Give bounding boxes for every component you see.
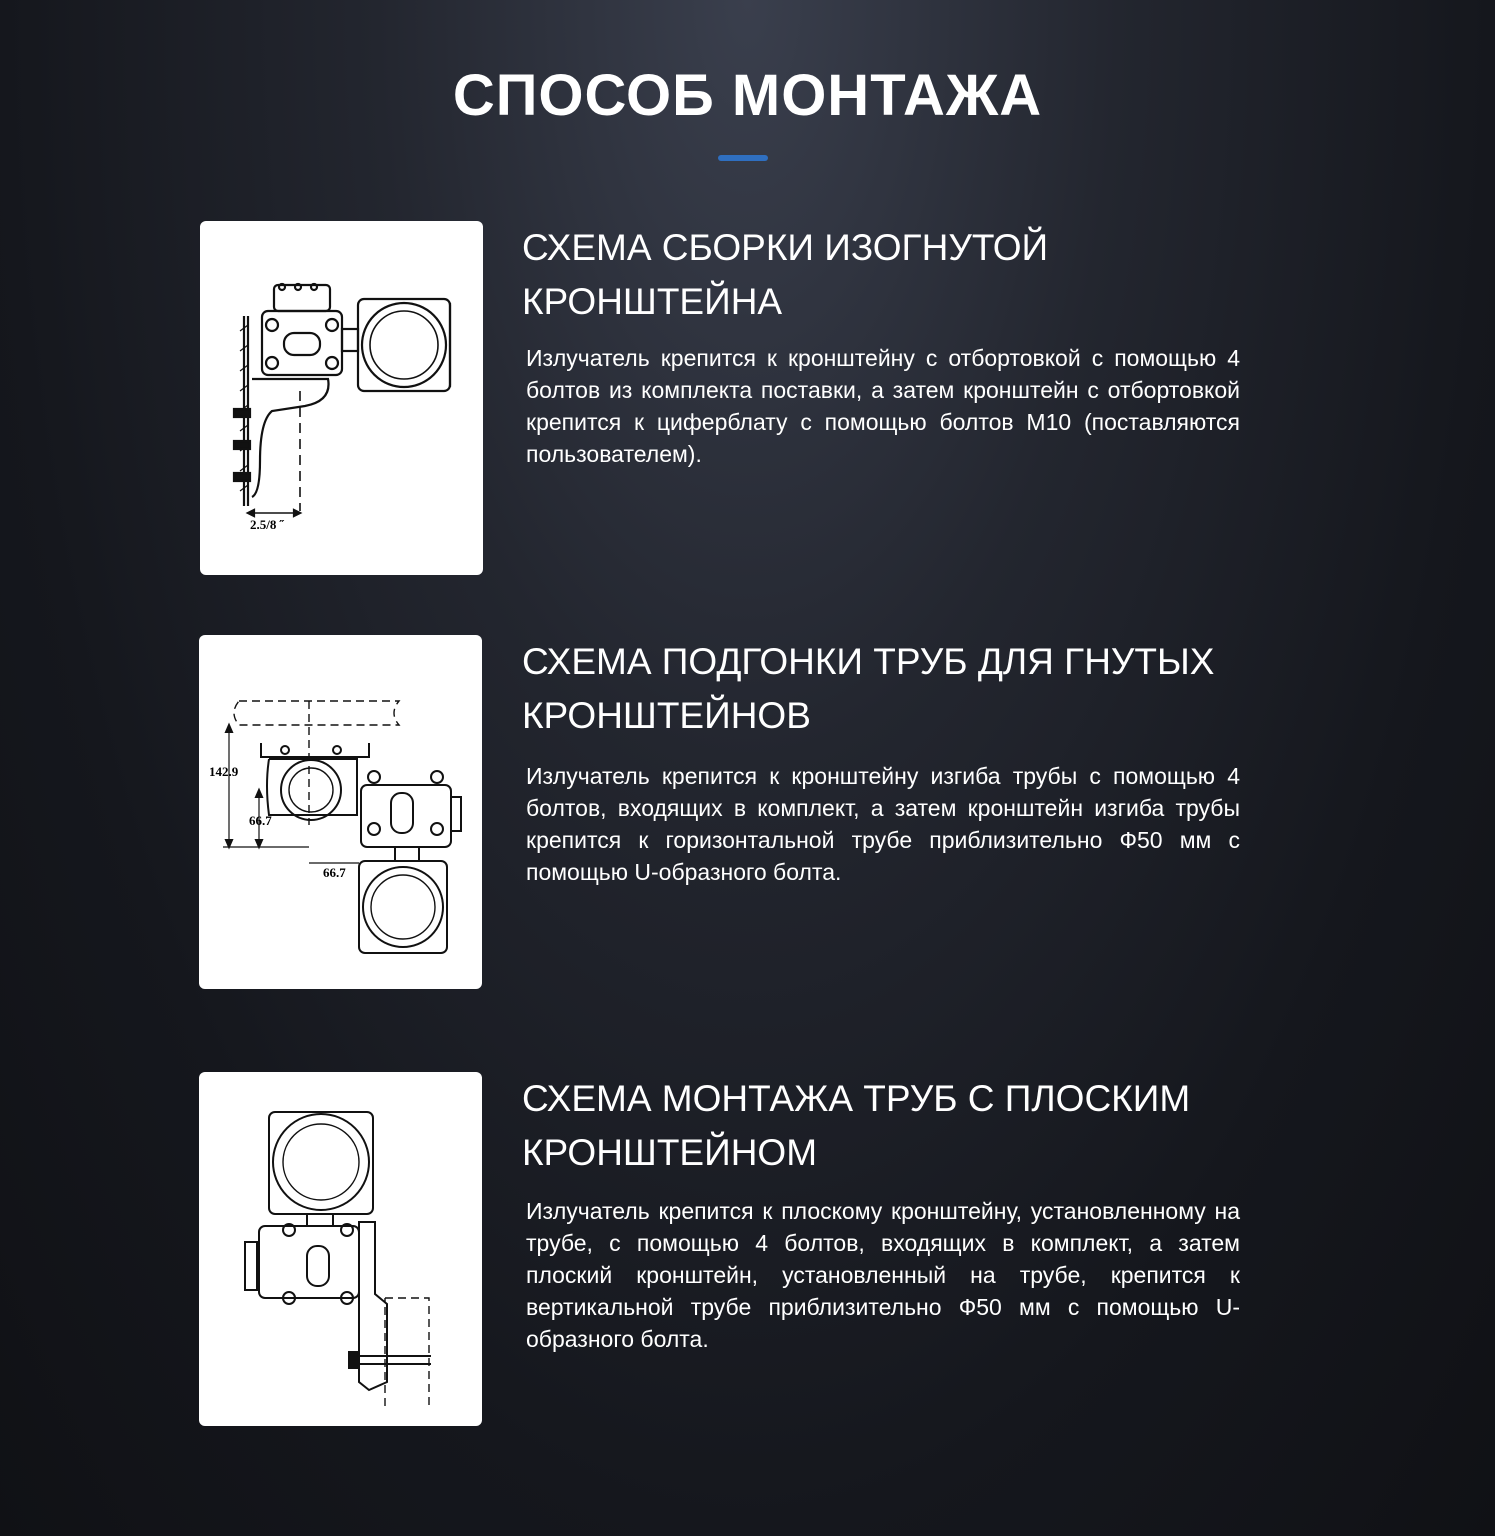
section-title: СХЕМА СБОРКИ ИЗОГНУТОЙ КРОНШТЕЙНА <box>522 227 1049 322</box>
flat-bracket-diagram <box>199 1072 482 1426</box>
title-underline <box>718 155 768 161</box>
dimension-label: 2.5/8 ˝ <box>250 517 284 532</box>
section-title: СХЕМА ПОДГОНКИ ТРУБ ДЛЯ ГНУТЫХ КРОНШТЕЙНОВ <box>522 641 1215 736</box>
section-description: Излучатель крепится к плоскому кронштейну, установленному на трубе, с помощью 4 болтов, входящих в комплект, а затем плоский кронштейн, установленный на трубе, крепится к вертикальной трубе приблизительно Ф50 мм с помощью U-образного болта. <box>526 1198 1240 1352</box>
flat-bracket-diagram-card <box>199 1072 482 1426</box>
pipe-bent-bracket-diagram <box>199 635 482 989</box>
bent-bracket-diagram-card <box>200 221 483 575</box>
bent-bracket-diagram <box>200 221 483 575</box>
section-title: СХЕМА МОНТАЖА ТРУБ С ПЛОСКИМ КРОНШТЕЙНОМ <box>522 1078 1191 1173</box>
dim-height-center: 66.7 <box>249 813 272 828</box>
section-description: Излучатель крепится к кронштейну с отбортовкой с помощью 4 болтов из комплекта поставки, а затем кронштейн с отбортовкой крепится к циферблату с помощью болтов М10 (поставляются пользователем). <box>526 345 1240 467</box>
dim-height-total: 142.9 <box>209 764 239 779</box>
section-description: Излучатель крепится к кронштейну изгиба трубы с помощью 4 болтов, входящих в комплект, а затем кронштейн изгиба трубы крепится к горизонтальной трубе приблизительно Ф50 мм с помощью U-образного болта. <box>526 763 1240 885</box>
dim-width-center: 66.7 <box>323 865 346 880</box>
pipe-bent-bracket-diagram-card <box>199 635 482 989</box>
page-title: СПОСОБ МОНТАЖА <box>452 63 1043 128</box>
